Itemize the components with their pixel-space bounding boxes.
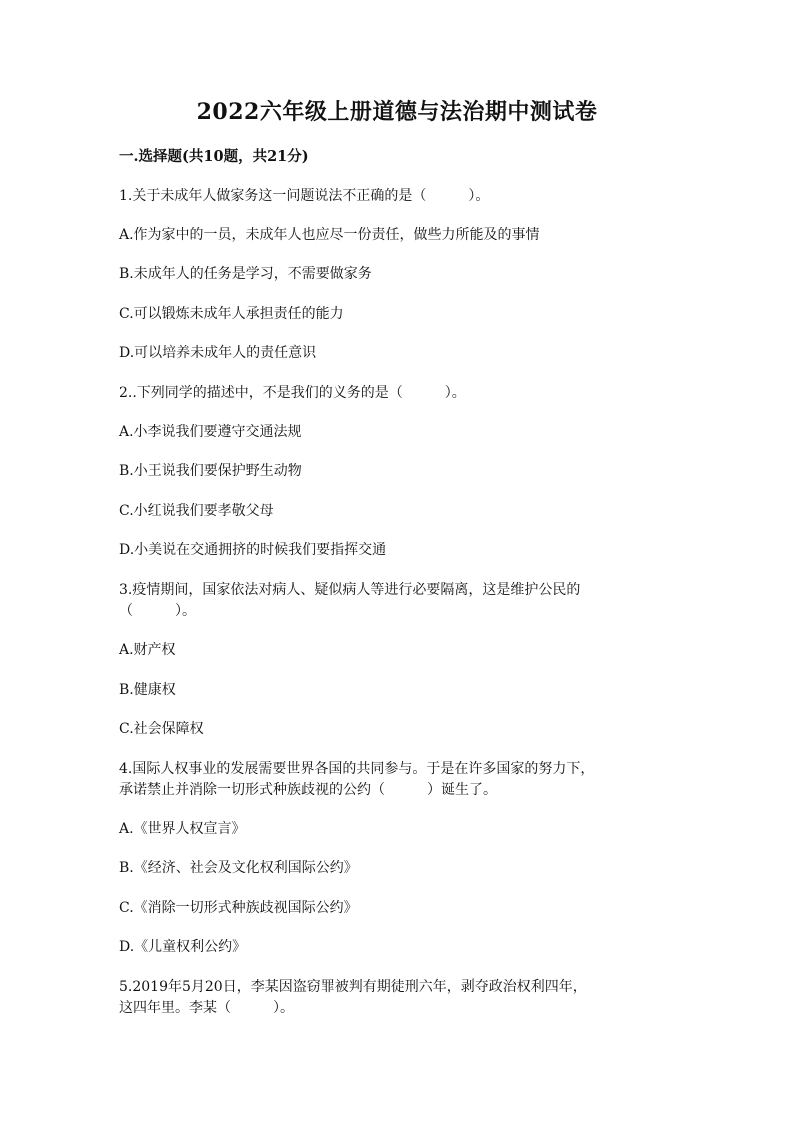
question-2-option-a: A.小李说我们要遵守交通法规 [119, 424, 302, 440]
question-1-option-c: C.可以锻炼未成年人承担责任的能力 [119, 306, 344, 322]
question-2-stem: 2..下列同学的描述中，不是我们的义务的是（ ）。 [119, 385, 466, 401]
section-heading: 一.选择题(共10题，共21分) [119, 148, 309, 165]
question-3-stem-line-1: 3.疫情期间，国家依法对病人、疑似病人等进行必要隔离，这是维护公民的 [119, 582, 581, 598]
question-4-option-a: A.《世界人权宣言》 [119, 821, 246, 837]
question-5-stem-line-1: 5.2019年5月20日，李某因盗窃罪被判有期徒刑六年，剥夺政治权利四年， [119, 979, 587, 995]
question-1-option-a: A.作为家中的一员，未成年人也应尽一份责任，做些力所能及的事情 [119, 227, 540, 243]
question-4-option-d: D.《儿童权利公约》 [119, 939, 247, 955]
question-3-option-a: A.财产权 [119, 642, 176, 658]
question-2-option-c: C.小红说我们要孝敬父母 [119, 503, 274, 519]
question-4-option-b: B.《经济、社会及文化权利国际公约》 [119, 860, 358, 876]
question-1-option-d: D.可以培养未成年人的责任意识 [119, 345, 317, 361]
question-2-option-d: D.小美说在交通拥挤的时候我们要指挥交通 [119, 542, 387, 558]
question-2-option-b: B.小王说我们要保护野生动物 [119, 463, 302, 479]
question-4-stem-line-1: 4.国际人权事业的发展需要世界各国的共同参与。于是在许多国家的努力下， [119, 761, 595, 777]
question-1-option-b: B.未成年人的任务是学习，不需要做家务 [119, 266, 372, 282]
question-3-option-c: C.社会保障权 [119, 721, 204, 737]
page-title: 2022六年级上册道德与法治期中测试卷 [196, 99, 598, 125]
question-3-option-b: B.健康权 [119, 682, 176, 698]
question-1-stem: 1.关于未成年人做家务这一问题说法不正确的是（ ）。 [119, 188, 490, 204]
question-4-option-c: C.《消除一切形式种族歧视国际公约》 [119, 900, 358, 916]
question-5-stem-line-2: 这四年里。李某（ ）。 [119, 1000, 294, 1016]
question-3-stem-line-2: （ ）。 [119, 603, 196, 619]
question-4-stem-line-2: 承诺禁止并消除一切形式种族歧视的公约（ ）诞生了。 [119, 782, 497, 798]
